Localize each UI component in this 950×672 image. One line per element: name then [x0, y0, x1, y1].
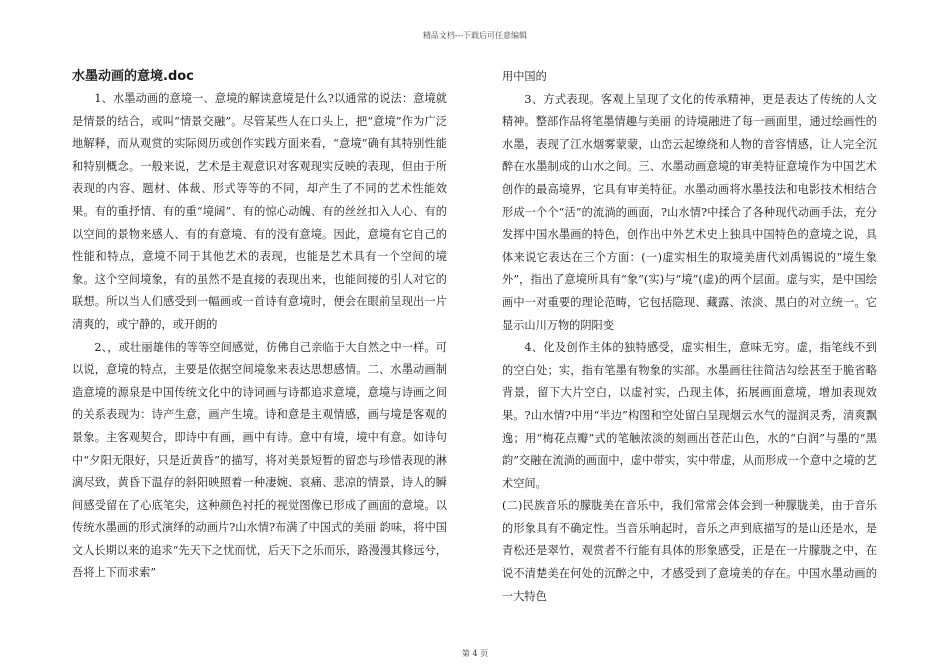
paragraph: 3、方式表现。客观上呈现了文化的传承精神，更是表达了传统的人文精神。整部作品将笔墨情趣与美丽 的诗境融进了每一画面里，通过绘画性的水墨，表现了江水烟雾蒙蒙，山峦云起缭绕和人物的音容情感，让人完全沉醉在水墨制成的山水之间。三、水墨动画意境的审美特征意境作为中国艺术创作的最高境界，它具有审美特征。水墨动画将水墨技法和电影技术相结合形成一个个“活”的流淌的画面，?山水情?中揉合了各种现代动画手法，充分发挥中国水墨画的特色，创作出中外艺术史上独具中国特色的意境之说，具体来说它表达在三个方面：(一)虚实相生的取境美唐代刘禹锡说的“境生象外”，指出了意境所具有“象”(实)与“境”(虚)的两个层面。虚与实，是中国绘画中一对重要的理论范畴，它包括隐现、藏露、浓淡、黑白的对立统一。它显示山川万物的阴阳变: [502, 92, 877, 332]
page-header: 精品文档---下载后可任意编辑: [422, 31, 528, 40]
paragraph: 4、化及创作主体的独特感受，虚实相生，意味无穷。虚，指笔线不到的空白处；实，指有笔墨有物象的实部。水墨画往往简洁勾绘甚至于脆省略背景，留下大片空白，以虚衬实，凸现主体，拓展画面意境，增加表现效果。?山水情?中用“半边”构图和空处留白呈现烟云水气的湿润灵秀，清爽飘逸；用“梅花点瓣”式的笔触浓淡的刻画出苍茫山色，水的“白润”与墨的“黑韵”交融在流淌的画面中，虚中带实，实中带虚，从而形成一个意中之境的艺术空间。: [502, 341, 877, 490]
page-number: 第 4 页: [461, 649, 489, 658]
document-title: 水墨动画的意境.doc: [72, 69, 194, 84]
paragraph: 2、，或壮丽雄伟的等等空间感觉，仿佛自己亲临于大自然之中一样。可以说，意境的特点，主要是依据空间境象来表达思想感情。二、水墨动画制造意境的源泉是中国传统文化中的诗词画与诗都追求意境，意境与诗画之间的关系表现为：诗产生意，画产生境。诗和意是主观情感，画与境是客观的景象。主客观契合，即诗中有画，画中有诗。意中有境，境中有意。如诗句中“夕阳无限好，只是近黄昏”的描写，将对美景短暂的留恋与珍惜表现的淋漓尽致，黄昏下温存的斜阳映照着一种凄婉、哀痛、悲凉的情景，诗人的瞬间感受留在了心底笔尖，这种颜色衬托的视觉图像已形成了画面的意境。以传统水墨画的形式演绎的动画片?山水情?布满了中国式的美丽 韵味，将中国文人长期以来的追求“先天下之忧而忧，后天下之乐而乐，路漫漫其修远兮，吾将上下而求索”: [72, 340, 447, 580]
paragraph: 1、水墨动画的意境一、意境的解读意境是什么?以通常的说法：意境就是情景的结合，或叫“情景交融”。尽管某些人在口头上，把“意境”作为广泛地解释，而从观赏的实际阅历或创作实践方面来看，“意境”确有其特别性能和特别概念。一般来说，艺术是主观意识对客观现实反映的表现，但由于所表现的内容、题材、体裁、形式等等的不同，却产生了不同的艺术性能效果。有的重抒情、有的重“境阔”、有的惊心动魄、有的丝丝扣入人心、有的以空间的景物来感人、有的有意境、有的没有意境。因此，意境有它自己的性能和特点，意境不同于其他艺术的表现，也能是艺术具有一个空间的境象。这个空间境象，有的虽然不是直接的表现出来，也能间接的引人对它的联想。所以当人们感受到一幅画或一首诗有意境时，便会在眼前呈现出一片清爽的，或宁静的，或开朗的: [72, 92, 447, 331]
paragraph: (二)民族音乐的朦胧美在音乐中，我们常常会体会到一种朦胧美，由于音乐的形象具有不确定性。当音乐响起时，音乐之声到底描写的是山还是水，是青松还是翠竹，观赏者不行能有具体的形象感受，正是在一片朦胧之中，在说不清楚美在何处的沉醉之中，才感受到了意境美的存在。中国水墨动画的一大特色: [502, 499, 877, 603]
right-column: [502, 66, 877, 608]
left-column: [72, 66, 447, 585]
paragraph: 用中国的: [502, 70, 547, 83]
